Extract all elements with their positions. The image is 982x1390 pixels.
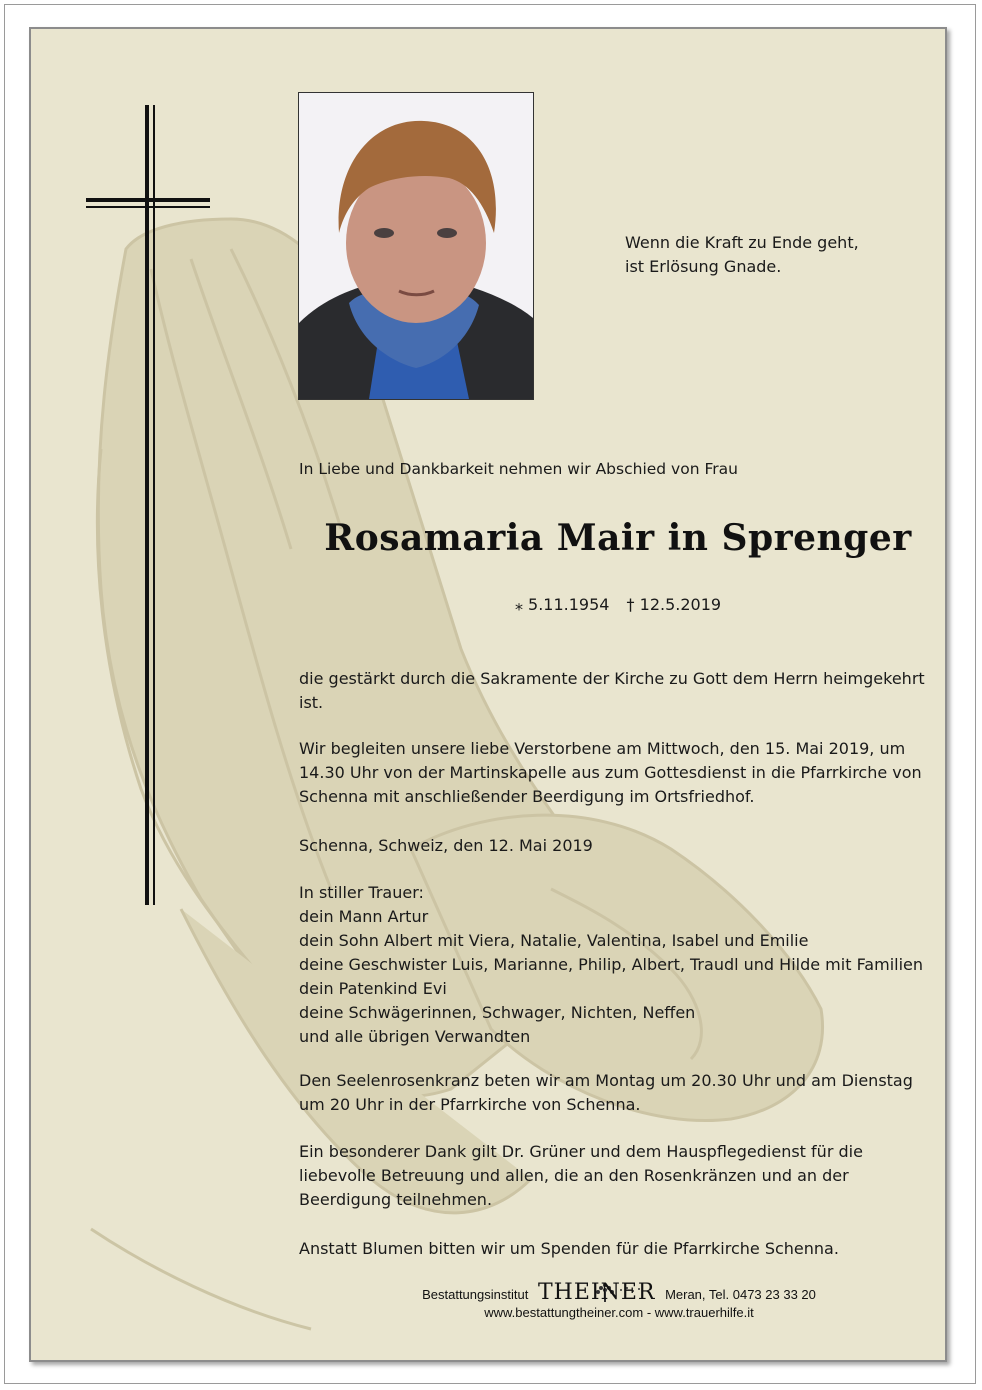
text-line: ist. [299,693,324,712]
cross-vertical-bar [145,105,149,905]
text-line: deine Schwägerinnen, Schwager, Nichten, Neffen [299,1003,696,1022]
text-line: liebevolle Betreuung und allen, die an den Rosenkränzen und an der [299,1166,849,1185]
paragraph-donations [299,1237,945,1261]
footer-websites[interactable]: www.bestattungtheiner.com - www.trauerhilfe.it [484,1305,754,1320]
quote-line: ist Erlösung Gnade. [625,257,782,276]
text-line: deine Geschwister Luis, Marianne, Philip, Albert, Traudl und Hilde mit Familien [299,955,924,974]
text-line: dein Patenkind Evi [299,979,447,998]
birth-date: ⁎ 5.11.1954 [514,595,610,614]
cross-vertical-line [153,105,155,905]
text-line: um 20 Uhr in der Pfarrkirche von Schenna. [299,1095,641,1114]
paragraph-sacraments [299,667,945,715]
text-line: dein Mann Artur [299,907,429,926]
life-dates [299,595,937,614]
quote-line: Wenn die Kraft zu Ende geht, [625,233,859,252]
text-line: Schenna mit anschließender Beerdigung im Ortsfriedhof. [299,787,755,806]
paragraph-funeral [299,737,945,809]
portrait-photo [298,92,534,400]
paragraph-thanks [299,1140,945,1212]
deceased-name: Rosamaria Mair in Sprenger [324,517,912,559]
text-line: dein Sohn Albert mit Viera, Natalie, Valentina, Isabel und Emilie [299,931,809,950]
text-line: Beerdigung teilnehmen. [299,1190,493,1209]
cross-horizontal-line [86,206,210,208]
text-line: Den Seelenrosenkranz beten wir am Montag um 20.30 Uhr und am Dienstag [299,1071,913,1090]
text-line: In stiller Trauer: [299,883,424,902]
footer-prefix: Bestattungsinstitut [422,1287,529,1302]
obituary-card [29,27,947,1362]
intro-text: In Liebe und Dankbarkeit nehmen wir Abschied von Frau [299,460,738,478]
text-line: Schenna, Schweiz, den 12. Mai 2019 [299,836,593,855]
text-line: Anstatt Blumen bitten wir um Spenden für die Pfarrkirche Schenna. [299,1239,839,1258]
footer-company-line [299,1282,939,1306]
paragraph-place-date [299,834,945,858]
text-line: Ein besonderer Dank gilt Dr. Grüner und dem Hauspflegedienst für die [299,1142,863,1161]
paragraph-mourners [299,881,945,1049]
footer-brand: THEINER [537,1280,656,1305]
cross-horizontal-bar [86,198,210,202]
text-line: die gestärkt durch die Sakramente der Kirche zu Gott dem Herrn heimgekehrt [299,669,925,688]
text-line: und alle übrigen Verwandten [299,1027,531,1046]
death-date: † 12.5.2019 [626,595,722,614]
footer-contact: Meran, Tel. 0473 23 33 20 [665,1287,816,1302]
text-line: 14.30 Uhr von der Martinskapelle aus zum Gottesdienst in die Pfarrkirche von [299,763,922,782]
paragraph-rosary [299,1069,945,1117]
funeral-home-footer [299,1282,939,1320]
quote [625,231,859,279]
text-line: Wir begleiten unsere liebe Verstorbene am Mittwoch, den 15. Mai 2019, um [299,739,906,758]
